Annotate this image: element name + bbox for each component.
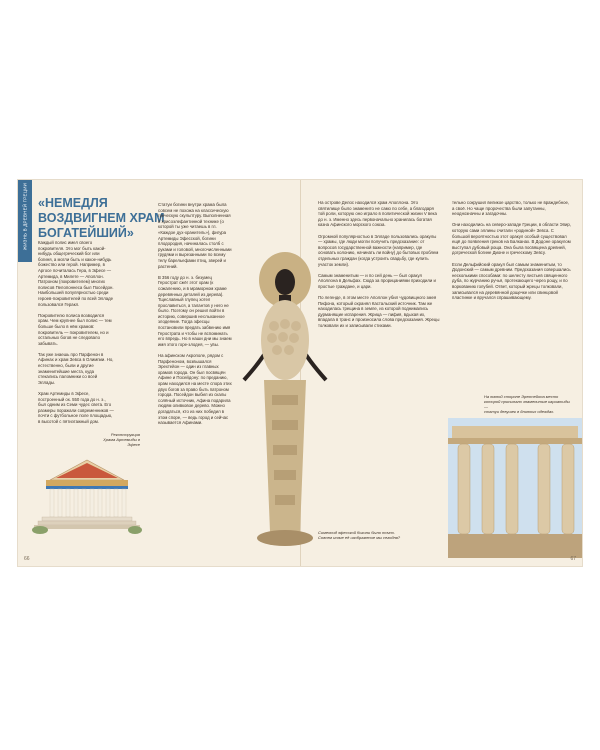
right-page-column-1: [318, 200, 440, 329]
chapter-side-tab-label: ЖИЗНЬ В ДРЕВНЕЙ ГРЕЦИИ: [22, 182, 28, 251]
left-page-column-2: [158, 202, 232, 426]
erechtheion-caryatids-photo: [448, 418, 582, 558]
artemis-statue-caption: Симеонид эфесской богини было точно. Совсем иначе её изображение мы сегодня?: [318, 530, 401, 540]
erechtheion-caption: На южной стороне Эрехтейона место которой присыпало знаменитые кариатиды — статуи девушек в длинных одеждах.: [484, 394, 570, 414]
left-page-column-1: [38, 240, 114, 425]
right-page-column-1-text: На острове Делос находился храм Аполлона. Это святилище было знаменито не само по себе, а благодаря той роли, которую оно играло в политической жизни V века до н. э. Именно здесь первоначально хранилась богатая казна Афинского морского союза. Огромной популярностью в Элладе пользовались оракулы — храмы, где люди могли получить предсказание: от вопросов государственной важности (например, где основать колонию, начинать ли войну) до бытовых проблем отдельных граждан (когда устроить свадьбу, где купить участок земли). Самым знаменитым — и по сей день — был оракул Аполлона в Дельфах. Сюда за прорицаниями приходили и простые граждане, и цари. По легенде, в этом месте Аполлон убил чудовищного змея Пифона, который охранял Кастальский источник. Там же находилась трещина в земле, из которой поднимались дурманящие испарения. Жрица — пифия, вдыхая их, впадала в транс и произносила слова предсказания. Жрецы толковали их и записывали стихами.: [318, 200, 440, 329]
right-page-column-2: [452, 200, 572, 301]
right-page-number: 67: [570, 556, 576, 562]
artemis-temple-illustration: [32, 442, 142, 542]
right-page-column-2-text: тельно сокрушил великое царство, только не враждебное, а своё. Но чаще пророчества были запутанны, неоднозначны и загадочны. Они находились на северо-западе Греции, в области Эпир, которую сами эллины считали «родиной» Зевса. С большой вероятностью этот оракул особый существовал ещё до появления греков на Балканах. В Додоне оракулом выступал дубовый роща. Она была посвящена древней, догреческой богине Дионе и греческому Зевсу. Если Дельфийский оракул был самым знаменитым, то Додонский — самым древним. Предсказания совершались несколькими способами: по шелесту листьев священного дуба, по журчанию ручья, протекающего через рощу, и по воркованию голубей. Ответ, который жрецы толковали, записывался на деревянной дощечке или свинцовой пластинке и вручался спрашивающему.: [452, 200, 572, 301]
left-page-column-2-text: Статуи богини внутри храма была совсем не похожа на классическую греческую скульптуру. Выполненная в хрисоэлефантинной технике (о которой ты уже читаешь в гл. «Каждое дух-хранитель»), фигура Артемиды Эфесской, богини плодородия, начиналась столб с руками и головой, многочисленными грудями и вырезанными по всему телу барельефами птиц, зверей и растений. В 356 году до н. э. безумец Герострат сжёг этот храм (к сожалению, и в мраморном храме деревянных деталей из дерева). Тщеславный глупец хотел прославиться, а талантов у него не было. Поэтому он решил войти в историю, совершив неслыханное злодеяние. Тогда эфесцы постановили предать забвению имя Герострата и чтобы не вспоминать его впредь. Но в наши дни мы знаем имя этого горе-злодея, — увы. На афинском Акрополе, рядом с Парфеноном, возвышался Эрехтейон — один из главных храмов города. Он был посвящён Афине и Посейдону: по преданию, храм находился на месте спора этих двух богов за право быть патроном города. Посейдон выбил из скалы солёный источник, Афина подарила людям оливковое дерево. Можно догадаться, кто из них победил в этом споре, — ведь город и сейчас называется Афинами.: [158, 202, 232, 426]
chapter-side-tab: [18, 180, 32, 262]
book-spread: [18, 180, 582, 566]
left-page-number: 66: [24, 556, 30, 562]
chapter-headline: «НЕМЕДЛЯ ВОЗДВИГНЕМ ХРАМ БОГАТЕЙШИЙ»: [38, 196, 165, 240]
left-page-column-1-text: Каждый полис имел своего покровителя. Это мог быть какой-нибудь общегреческий бог или богиня, а могли быть и какое-нибудь божество или герой. Например, в Аргосе почиталась Гера, в Эфесе — Артемида, в Милете — Аполлон. Патроном (покровителем) многих полисов Пелопоннеса был Посейдон. Наибольшей популярностью среди героев-покровителей по всей Элладе пользовался Геракл. Покровителю полиса возводился храм. Чем крупнее был полис — тем больше было в нём храмов: покровитель — покровителем, но и остальных богов не следовало забывать. Так уже знаешь про Парфенон в Афинах и храм Зевса в Олимпии. Но, естественно, были и другие знаменитейшие места, куда стекались паломники со всей Эллады. Храм Артемиды в Эфесе, построенный ок. 550 года до н. э., был одним из Семи чудес света. Его размеры поражали современников — почти с футбольное поле площадью, в высотой с пятиэтажный дом.: [38, 240, 114, 424]
temple-reconstruction-caption: Реконструкция Храма Артемиды в Эфесе: [103, 432, 140, 447]
